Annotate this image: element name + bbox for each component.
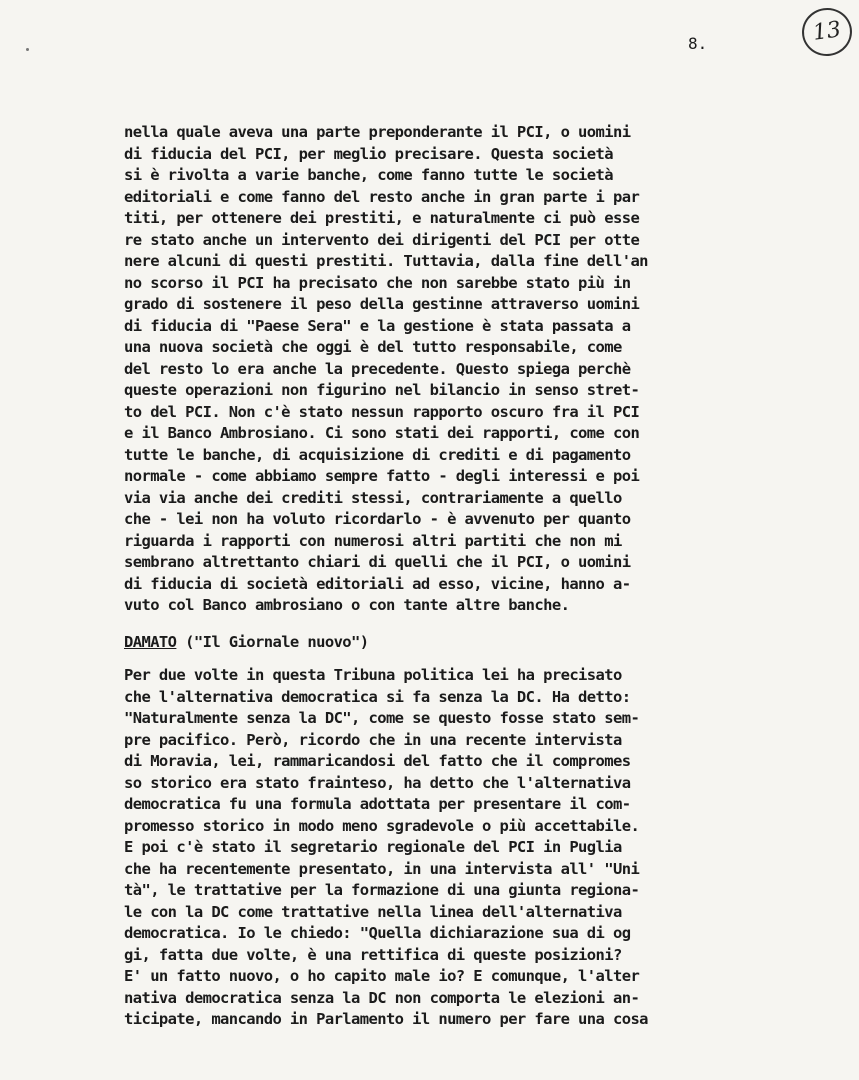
page-number: 8.	[688, 34, 708, 53]
text-line: una nuova società che oggi è del tutto responsabile, come	[124, 338, 622, 356]
text-line: tà", le trattative per la formazione di una giunta regiona-	[124, 881, 640, 899]
text-line: che - lei non ha voluto ricordarlo - è avvenuto per quanto	[124, 510, 631, 528]
text-line: queste operazioni non figurino nel bilancio in senso stret-	[124, 381, 640, 399]
text-line: so storico era stato frainteso, ha detto che l'alternativa	[124, 773, 631, 792]
speck-mark	[26, 48, 29, 51]
text-line: che ha recentemente presentato, in una intervista all' "Uni	[124, 859, 640, 878]
text-line: Per due volte in questa Tribuna politica lei ha precisato	[124, 666, 622, 684]
text-line: del resto lo era anche la precedente. Questo spiega perchè	[124, 359, 631, 378]
text-line: titi, per ottenere dei prestiti, e naturalmente ci può esse	[124, 209, 640, 227]
text-line: riguarda i rapporti con numerosi altri partiti che non mi	[124, 531, 622, 550]
text-line: editoriali e come fanno del resto anche in gran parte i par	[124, 187, 640, 206]
speaker-affiliation: ("Il Giornale nuovo")	[176, 633, 369, 651]
text-line: nella quale aveva una parte preponderante il PCI, o uomini	[124, 123, 631, 141]
text-line: re stato anche un intervento dei dirigenti del PCI per otte	[124, 230, 640, 249]
text-line: promesso storico in modo meno sgradevole o più accettabile.	[124, 816, 640, 835]
text-line: sembrano altrettanto chiari di quelli che il PCI, o uomini	[124, 553, 631, 571]
text-line: che l'alternativa democratica si fa senza la DC. Ha detto:	[124, 687, 631, 706]
text-line: democratica fu una formula adottata per presentare il com-	[124, 795, 631, 813]
text-line: ticipate, mancando in Parlamento il numero per fare una cosa	[124, 1010, 648, 1028]
text-line: di fiducia di società editoriali ad esso, vicine, hanno a-	[124, 574, 631, 593]
text-line: democratica. Io le chiedo: "Quella dichiarazione sua di og	[124, 924, 631, 942]
speaker-heading	[124, 632, 369, 654]
text-line: grado di sostenere il peso della gestinne attraverso uomini	[124, 295, 640, 313]
text-line: E' un fatto nuovo, o ho capito male io? E comunque, l'alter	[124, 967, 640, 985]
text-line: e il Banco Ambrosiano. Ci sono stati dei rapporti, come con	[124, 424, 640, 442]
speaker-name: DAMATO	[124, 633, 177, 651]
text-line: nativa democratica senza la DC non comporta le elezioni an-	[124, 988, 640, 1007]
text-line: to del PCI. Non c'è stato nessun rapporto oscuro fra il PCI	[124, 402, 640, 421]
text-line: via via anche dei crediti stessi, contrariamente a quello	[124, 488, 622, 507]
text-line: vuto col Banco ambrosiano o con tante altre banche.	[124, 596, 570, 614]
circled-page-stamp: 13	[799, 5, 855, 59]
text-line: si è rivolta a varie banche, come fanno tutte le società	[124, 166, 613, 184]
text-line: gi, fatta due volte, è una rettifica di queste posizioni?	[124, 945, 622, 964]
text-line: tutte le banche, di acquisizione di crediti e di pagamento	[124, 445, 631, 464]
paragraph-1	[124, 122, 648, 617]
text-line: le con la DC come trattative nella linea dell'alternativa	[124, 902, 622, 921]
text-line: no scorso il PCI ha precisato che non sarebbe stato più in	[124, 273, 631, 292]
paragraph-2	[124, 665, 648, 1031]
text-line: E poi c'è stato il segretario regionale del PCI in Puglia	[124, 838, 622, 856]
text-line: di fiducia di "Paese Sera" e la gestione è stata passata a	[124, 316, 631, 335]
text-line: di fiducia del PCI, per meglio precisare. Questa società	[124, 144, 613, 163]
text-line: pre pacifico. Però, ricordo che in una recente intervista	[124, 730, 622, 749]
text-line: nere alcuni di questi prestiti. Tuttavia, dalla fine dell'an	[124, 252, 648, 270]
text-line: di Moravia, lei, rammaricandosi del fatto che il compromes	[124, 752, 631, 770]
text-line: normale - come abbiamo sempre fatto - degli interessi e poi	[124, 467, 640, 485]
text-line: "Naturalmente senza la DC", come se questo fosse stato sem-	[124, 709, 640, 727]
